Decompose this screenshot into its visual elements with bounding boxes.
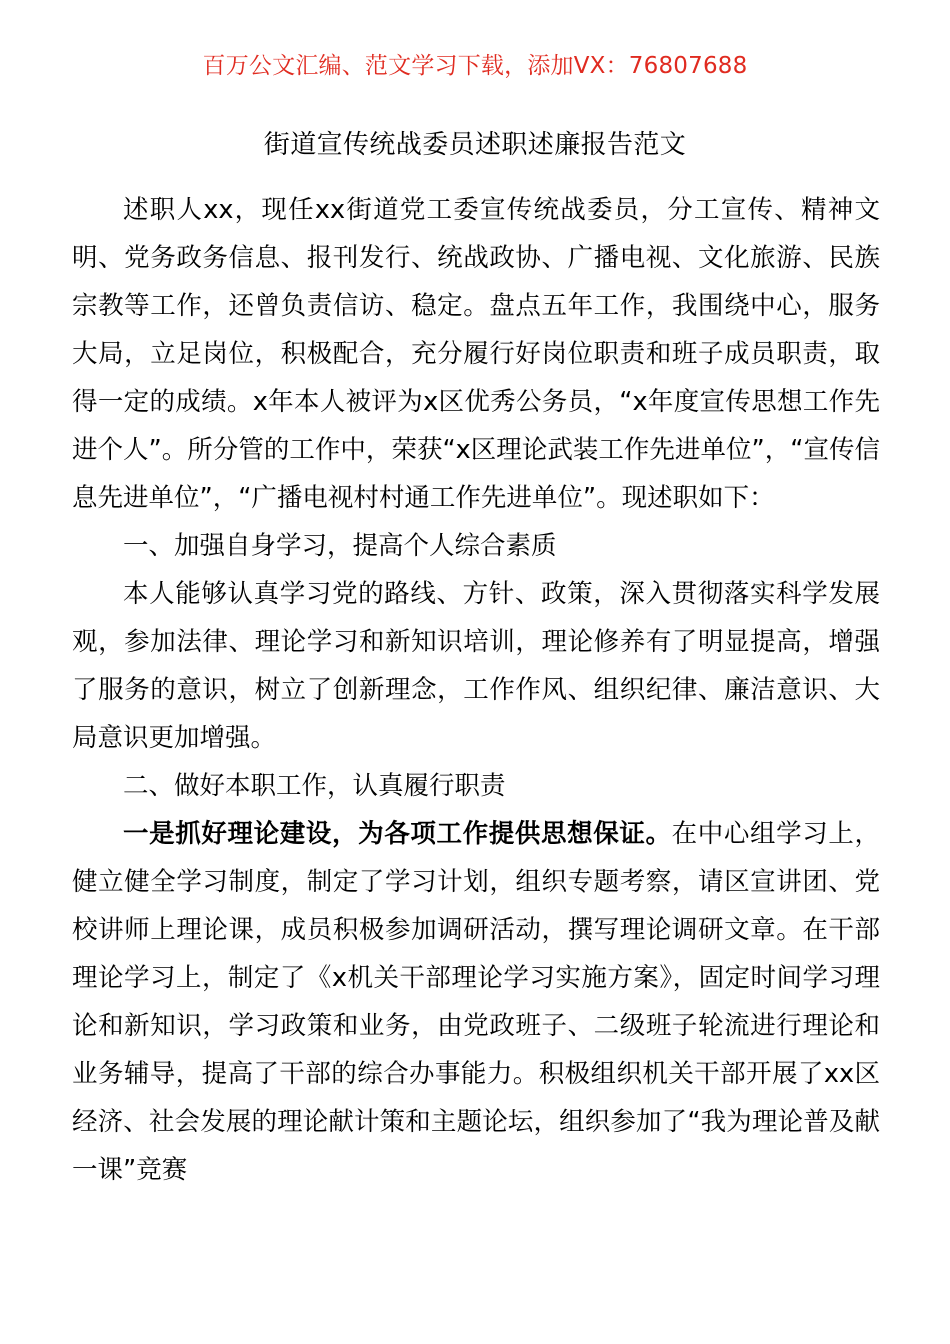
page-title: 街道宣传统战委员述职述廉报告范文 bbox=[263, 130, 687, 160]
paragraph-self-study: 本人能够认真学习党的路线、方针、政策，深入贯彻落实科学发展观，参加法律、理论学习和新知识培训，理论修养有了明显提高，增强了服务的意识，树立了创新理念，工作作风、组织纪律、廉洁意识、大局意识更加增强。 bbox=[72, 579, 880, 753]
paragraph-intro: 述职人xx，现任xx街道党工委宣传统战委员，分工宣传、精神文明、党务政务信息、报刊发行、统战政协、广播电视、文化旅游、民族宗教等工作，还曾负责信访、稳定。盘点五年工作，我围绕中心，服务大局，立足岗位，积极配合，充分履行好岗位职责和班子成员职责，取得一定的成绩。x年本人被评为x区优秀公务员，“x年度宣传思想工作先进个人”。所分管的工作中，荣获“x区理论武装工作先进单位”，“宣传信息先进单位”，“广播电视村村通工作先进单位”。现述职如下： bbox=[72, 195, 880, 513]
section-heading-one: 一、加强自身学习，提高个人综合素质 bbox=[123, 531, 557, 561]
paragraph-body-text: 在中心组学习上，健立健全学习制度，制定了学习计划，组织专题考察，请区宣讲团、党校讲师上理论课，成员积极参加调研活动，撰写理论调研文章。在干部理论学习上，制定了《x机关干部理论学习实施方案》，固定时间学习理论和新知识，学习政策和业务，由党政班子、二级班子轮流进行理论和业务辅导，提高了干部的综合办事能力。积极组织机关干部开展了xx区经济、社会发展的理论献计策和主题论坛，组织参加了“我为理论普及献一课”竞赛 bbox=[72, 819, 880, 1185]
document-body bbox=[72, 186, 880, 1194]
watermark-banner: 百万公文汇编、范文学习下载，添加VX：76807688 bbox=[202, 53, 748, 79]
paragraph-theory-construction bbox=[72, 810, 880, 1194]
section-heading-two: 二、做好本职工作，认真履行职责 bbox=[123, 771, 506, 801]
paragraph-bold-lead: 一是抓好理论建设，为各项工作提供思想保证。 bbox=[123, 819, 672, 849]
